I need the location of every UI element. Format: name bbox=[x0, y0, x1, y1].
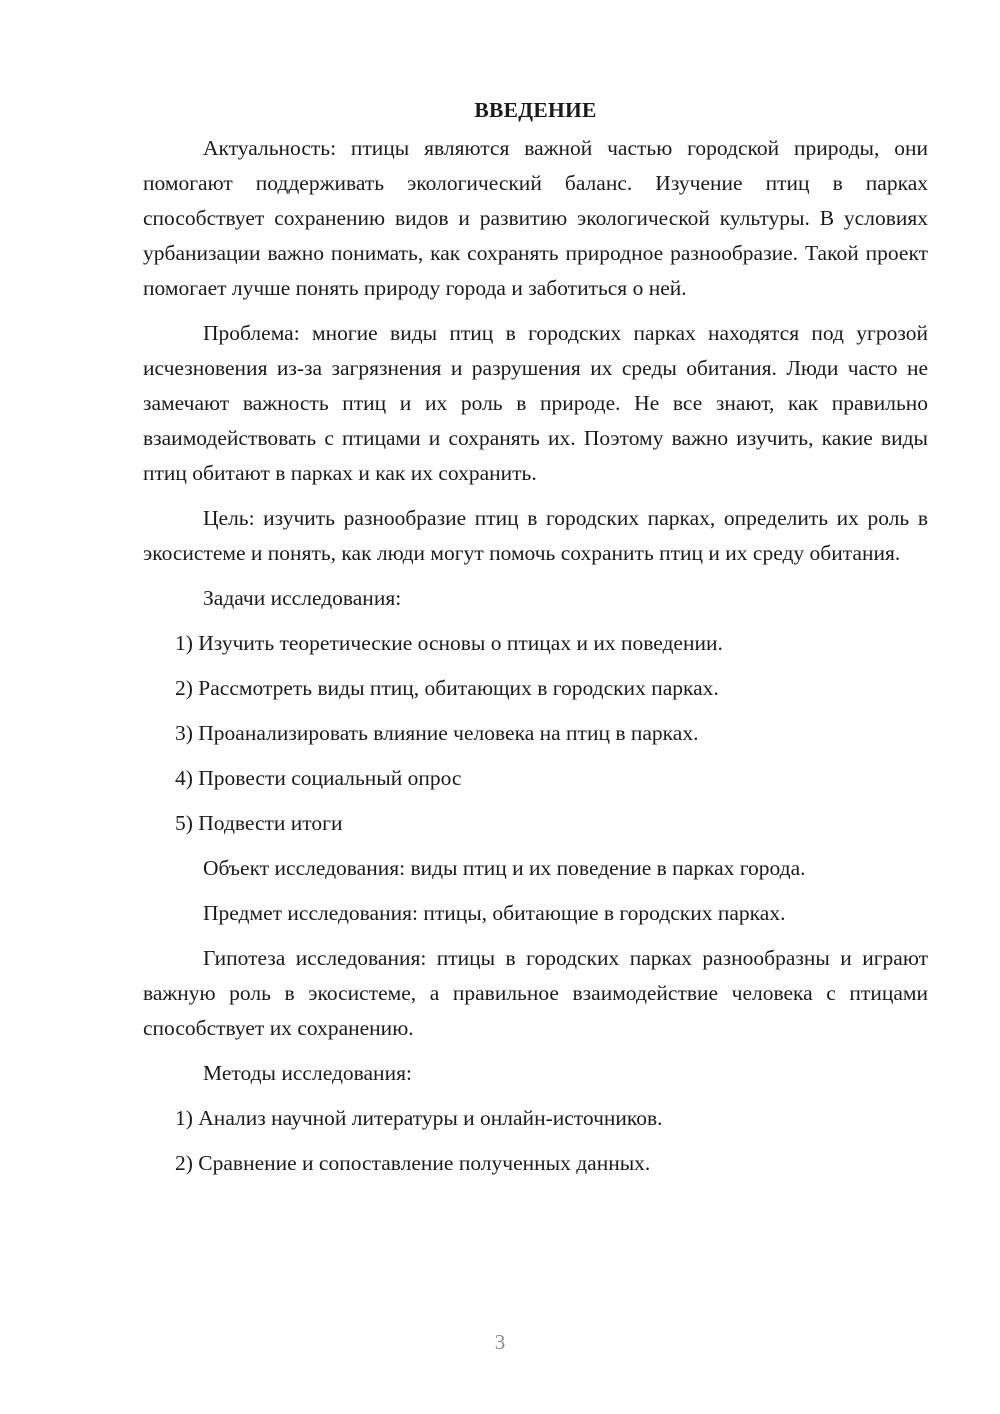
page-number: 3 bbox=[494, 1330, 506, 1354]
hypothesis-paragraph: Гипотеза исследования: птицы в городских парках разнообразны и играют важную роль в экосистеме, а правильное взаимодействие человека с птицами способствует их сохранению. bbox=[143, 946, 928, 1040]
document-page bbox=[143, 95, 928, 1191]
relevance-paragraph: Актуальность: птицы являются важной частью городской природы, они помогают поддерживать экологический баланс. Изучение птиц в парках способствует сохранению видов и развитию экологической культуры. В условиях урбанизации важно понимать, как сохранять природное разнообразие. Такой проект помогает лучше понять природу города и заботиться о ней. bbox=[143, 136, 928, 300]
methods-heading: Методы исследования: bbox=[203, 1061, 412, 1085]
subject-line: Предмет исследования: птицы, обитающие в городских парках. bbox=[203, 901, 786, 925]
task-item: 1) Изучить теоретические основы о птицах и их поведении. bbox=[175, 631, 723, 655]
tasks-heading: Задачи исследования: bbox=[203, 586, 402, 610]
method-item: 1) Анализ научной литературы и онлайн-источников. bbox=[175, 1106, 663, 1130]
method-item: 2) Сравнение и сопоставление полученных данных. bbox=[175, 1151, 651, 1175]
goal-paragraph: Цель: изучить разнообразие птиц в городских парках, определить их роль в экосистеме и понять, как люди могут помочь сохранить птиц и их среду обитания. bbox=[143, 506, 928, 565]
problem-paragraph: Проблема: многие виды птиц в городских парках находятся под угрозой исчезновения из-за загрязнения и разрушения их среды обитания. Люди часто не замечают важность птиц и их роль в природе. Не все знают, как правильно взаимодействовать с птицами и сохранять их. Поэтому важно изучить, какие виды птиц обитают в парках и как их сохранить. bbox=[143, 321, 928, 485]
task-item: 4) Провести социальный опрос bbox=[175, 766, 462, 790]
object-line: Объект исследования: виды птиц и их поведение в парках города. bbox=[203, 856, 806, 880]
task-item: 3) Проанализировать влияние человека на птиц в парках. bbox=[175, 721, 699, 745]
section-title: ВВЕДЕНИЕ bbox=[474, 98, 597, 122]
task-item: 5) Подвести итоги bbox=[175, 811, 343, 835]
task-item: 2) Рассмотреть виды птиц, обитающих в городских парках. bbox=[175, 676, 719, 700]
